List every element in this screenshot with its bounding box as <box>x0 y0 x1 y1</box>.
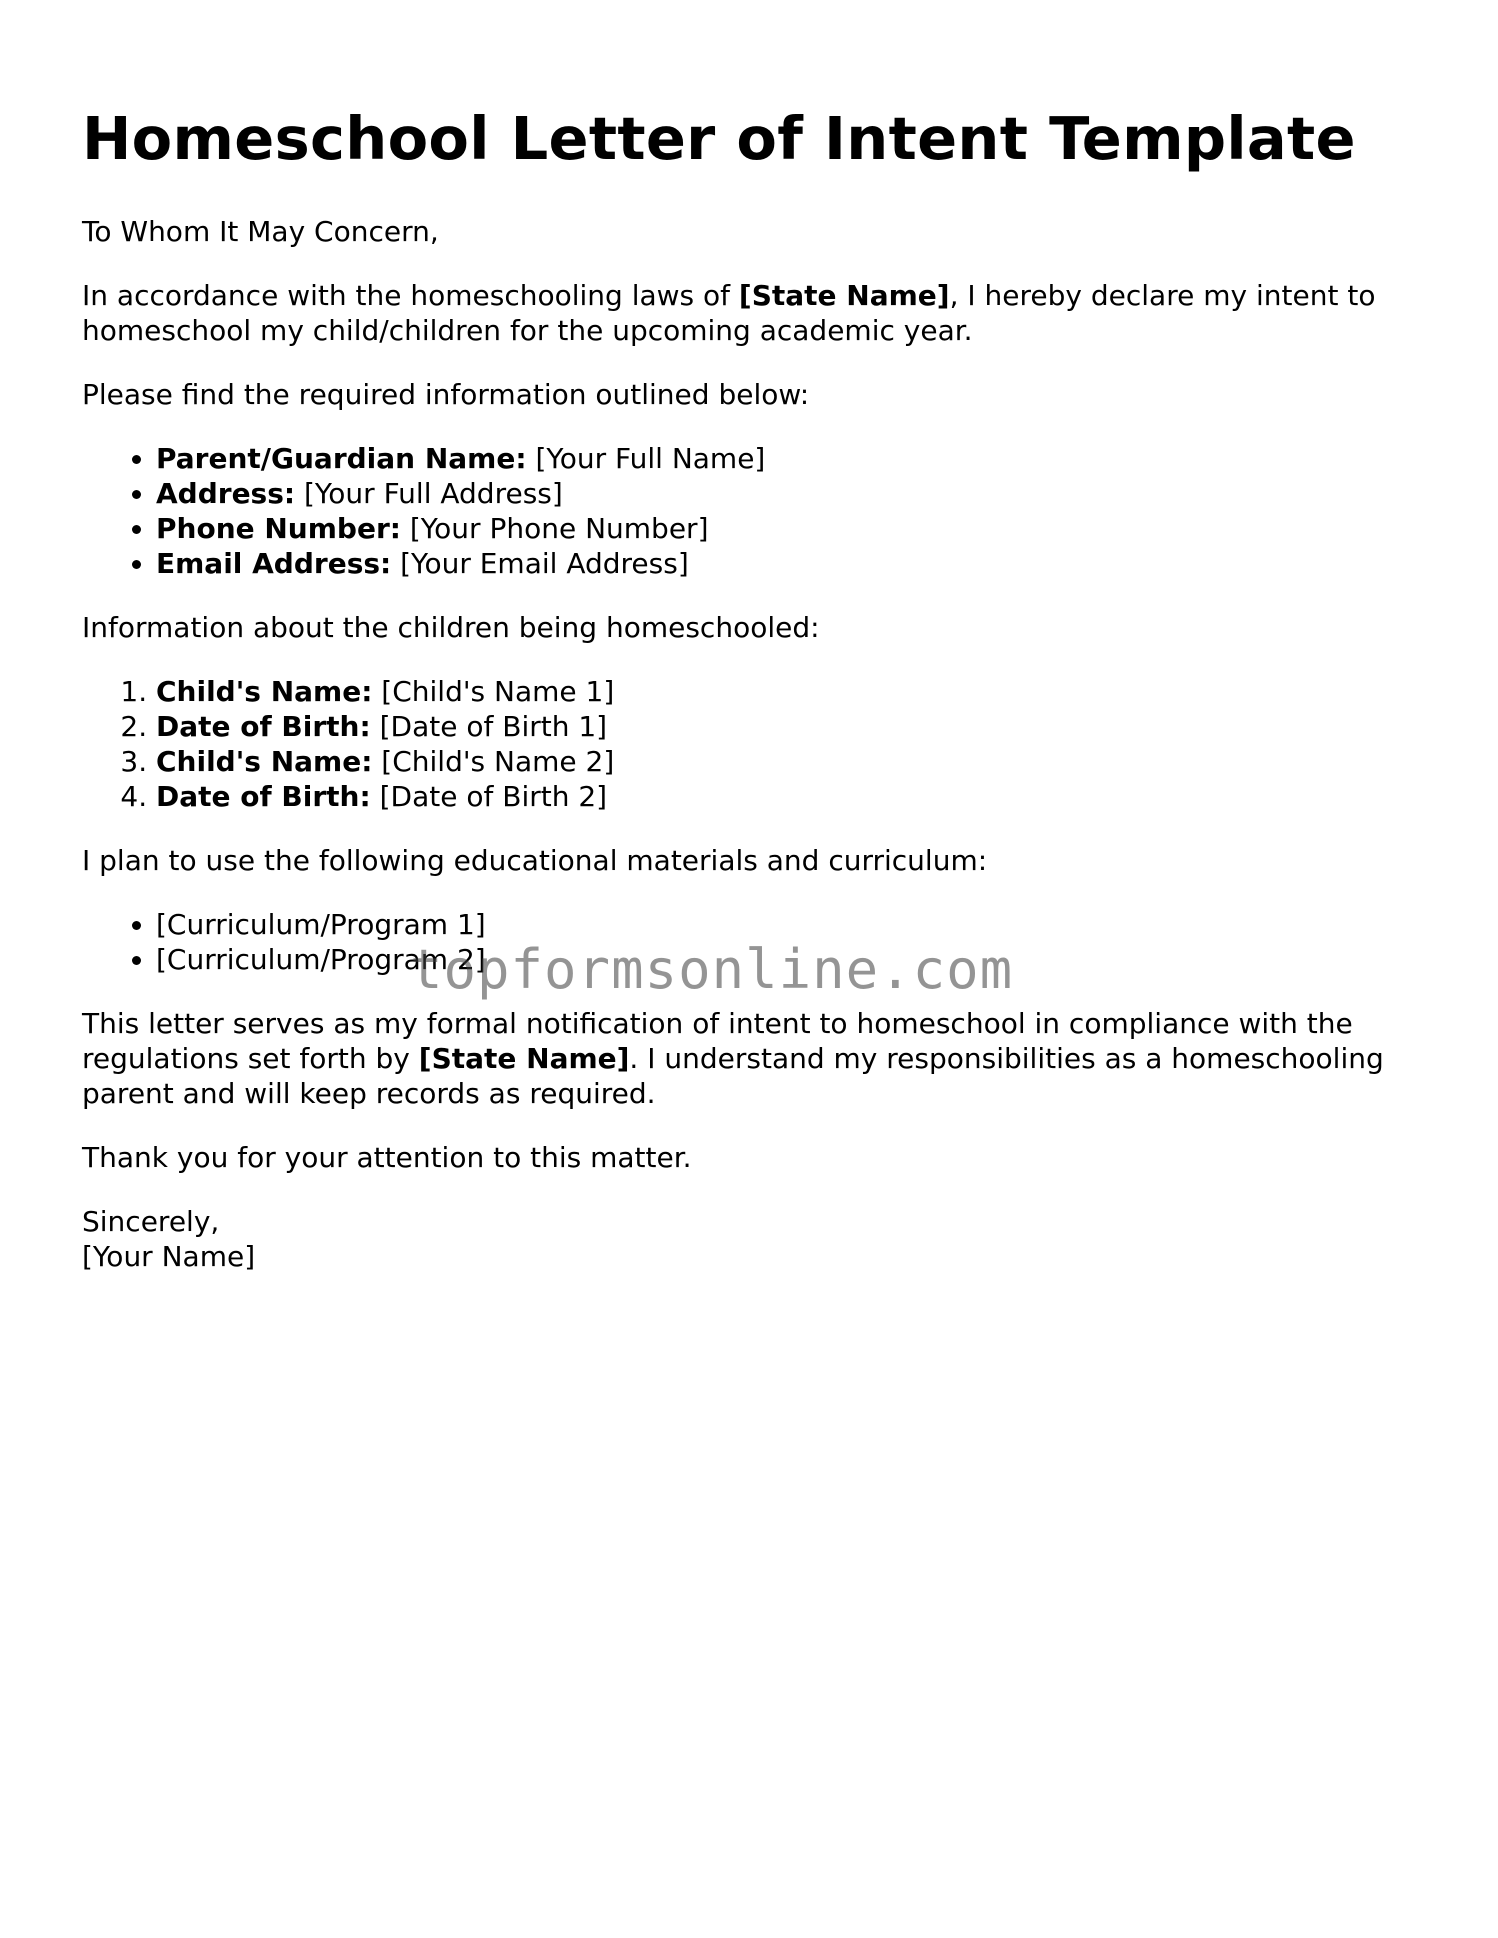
children-heading: Information about the children being homeschooled: <box>82 611 820 644</box>
list-item <box>156 476 1422 511</box>
thanks-line: Thank you for your attention to this matter. <box>82 1141 692 1174</box>
field-value: [Child's Name 2] <box>372 745 615 778</box>
letter-document <box>82 0 1422 1274</box>
list-item <box>156 744 1422 779</box>
required-info-heading: Please find the required information outlined below: <box>82 378 810 411</box>
field-label: Parent/Guardian Name: <box>156 442 527 475</box>
field-label: Phone Number: <box>156 512 401 545</box>
curriculum-list <box>82 907 1422 977</box>
field-value: [Child's Name 1] <box>372 675 615 708</box>
field-label: Date of Birth: <box>156 710 371 743</box>
field-value: [Your Full Address] <box>295 477 563 510</box>
list-item <box>156 441 1422 476</box>
greeting: To Whom It May Concern, <box>82 215 439 248</box>
curriculum-heading: I plan to use the following educational materials and curriculum: <box>82 844 988 877</box>
notification-text-before: This letter serves as my formal notification of intent to homeschool in compliance with the regulations set forth by <box>82 1007 1353 1075</box>
field-label: Address: <box>156 477 296 510</box>
intro-text-before: In accordance with the homeschooling laws of <box>82 279 739 312</box>
notification-state-placeholder: [State Name] <box>418 1042 630 1075</box>
intro-state-placeholder: [State Name] <box>738 279 950 312</box>
watermark-text: topformsonline.com <box>410 938 1014 1001</box>
list-item <box>156 779 1422 814</box>
intro-paragraph <box>82 278 1422 348</box>
page-title: Homeschool Letter of Intent Template <box>82 104 1356 173</box>
field-value: [Your Full Name] <box>526 442 766 475</box>
field-value: [Your Email Address] <box>391 547 689 580</box>
field-value: [Date of Birth 2] <box>370 780 608 813</box>
field-label: Child's Name: <box>156 675 373 708</box>
notification-paragraph <box>82 1006 1422 1111</box>
notification-text-after: . I understand my responsibilities as a homeschooling parent and will keep records as required. <box>82 1042 1384 1110</box>
list-item: • [Curriculum/Program 2] <box>156 942 1422 977</box>
children-info-list <box>82 674 1422 814</box>
list-item <box>156 546 1422 581</box>
field-label: Date of Birth: <box>156 780 371 813</box>
signature-line: [Your Name] <box>82 1240 256 1273</box>
field-value: [Your Phone Number] <box>400 512 709 545</box>
list-item <box>156 674 1422 709</box>
list-item <box>156 511 1422 546</box>
parent-info-list <box>82 441 1422 581</box>
field-label: Child's Name: <box>156 745 373 778</box>
field-value: [Date of Birth 1] <box>370 710 608 743</box>
field-label: Email Address: <box>156 547 392 580</box>
intro-text-after: , I hereby declare my intent to homeschool my child/children for the upcoming academic year. <box>82 279 1376 347</box>
closing-line: Sincerely, <box>82 1205 220 1238</box>
list-item <box>156 709 1422 744</box>
list-item: • [Curriculum/Program 1] <box>156 907 1422 942</box>
